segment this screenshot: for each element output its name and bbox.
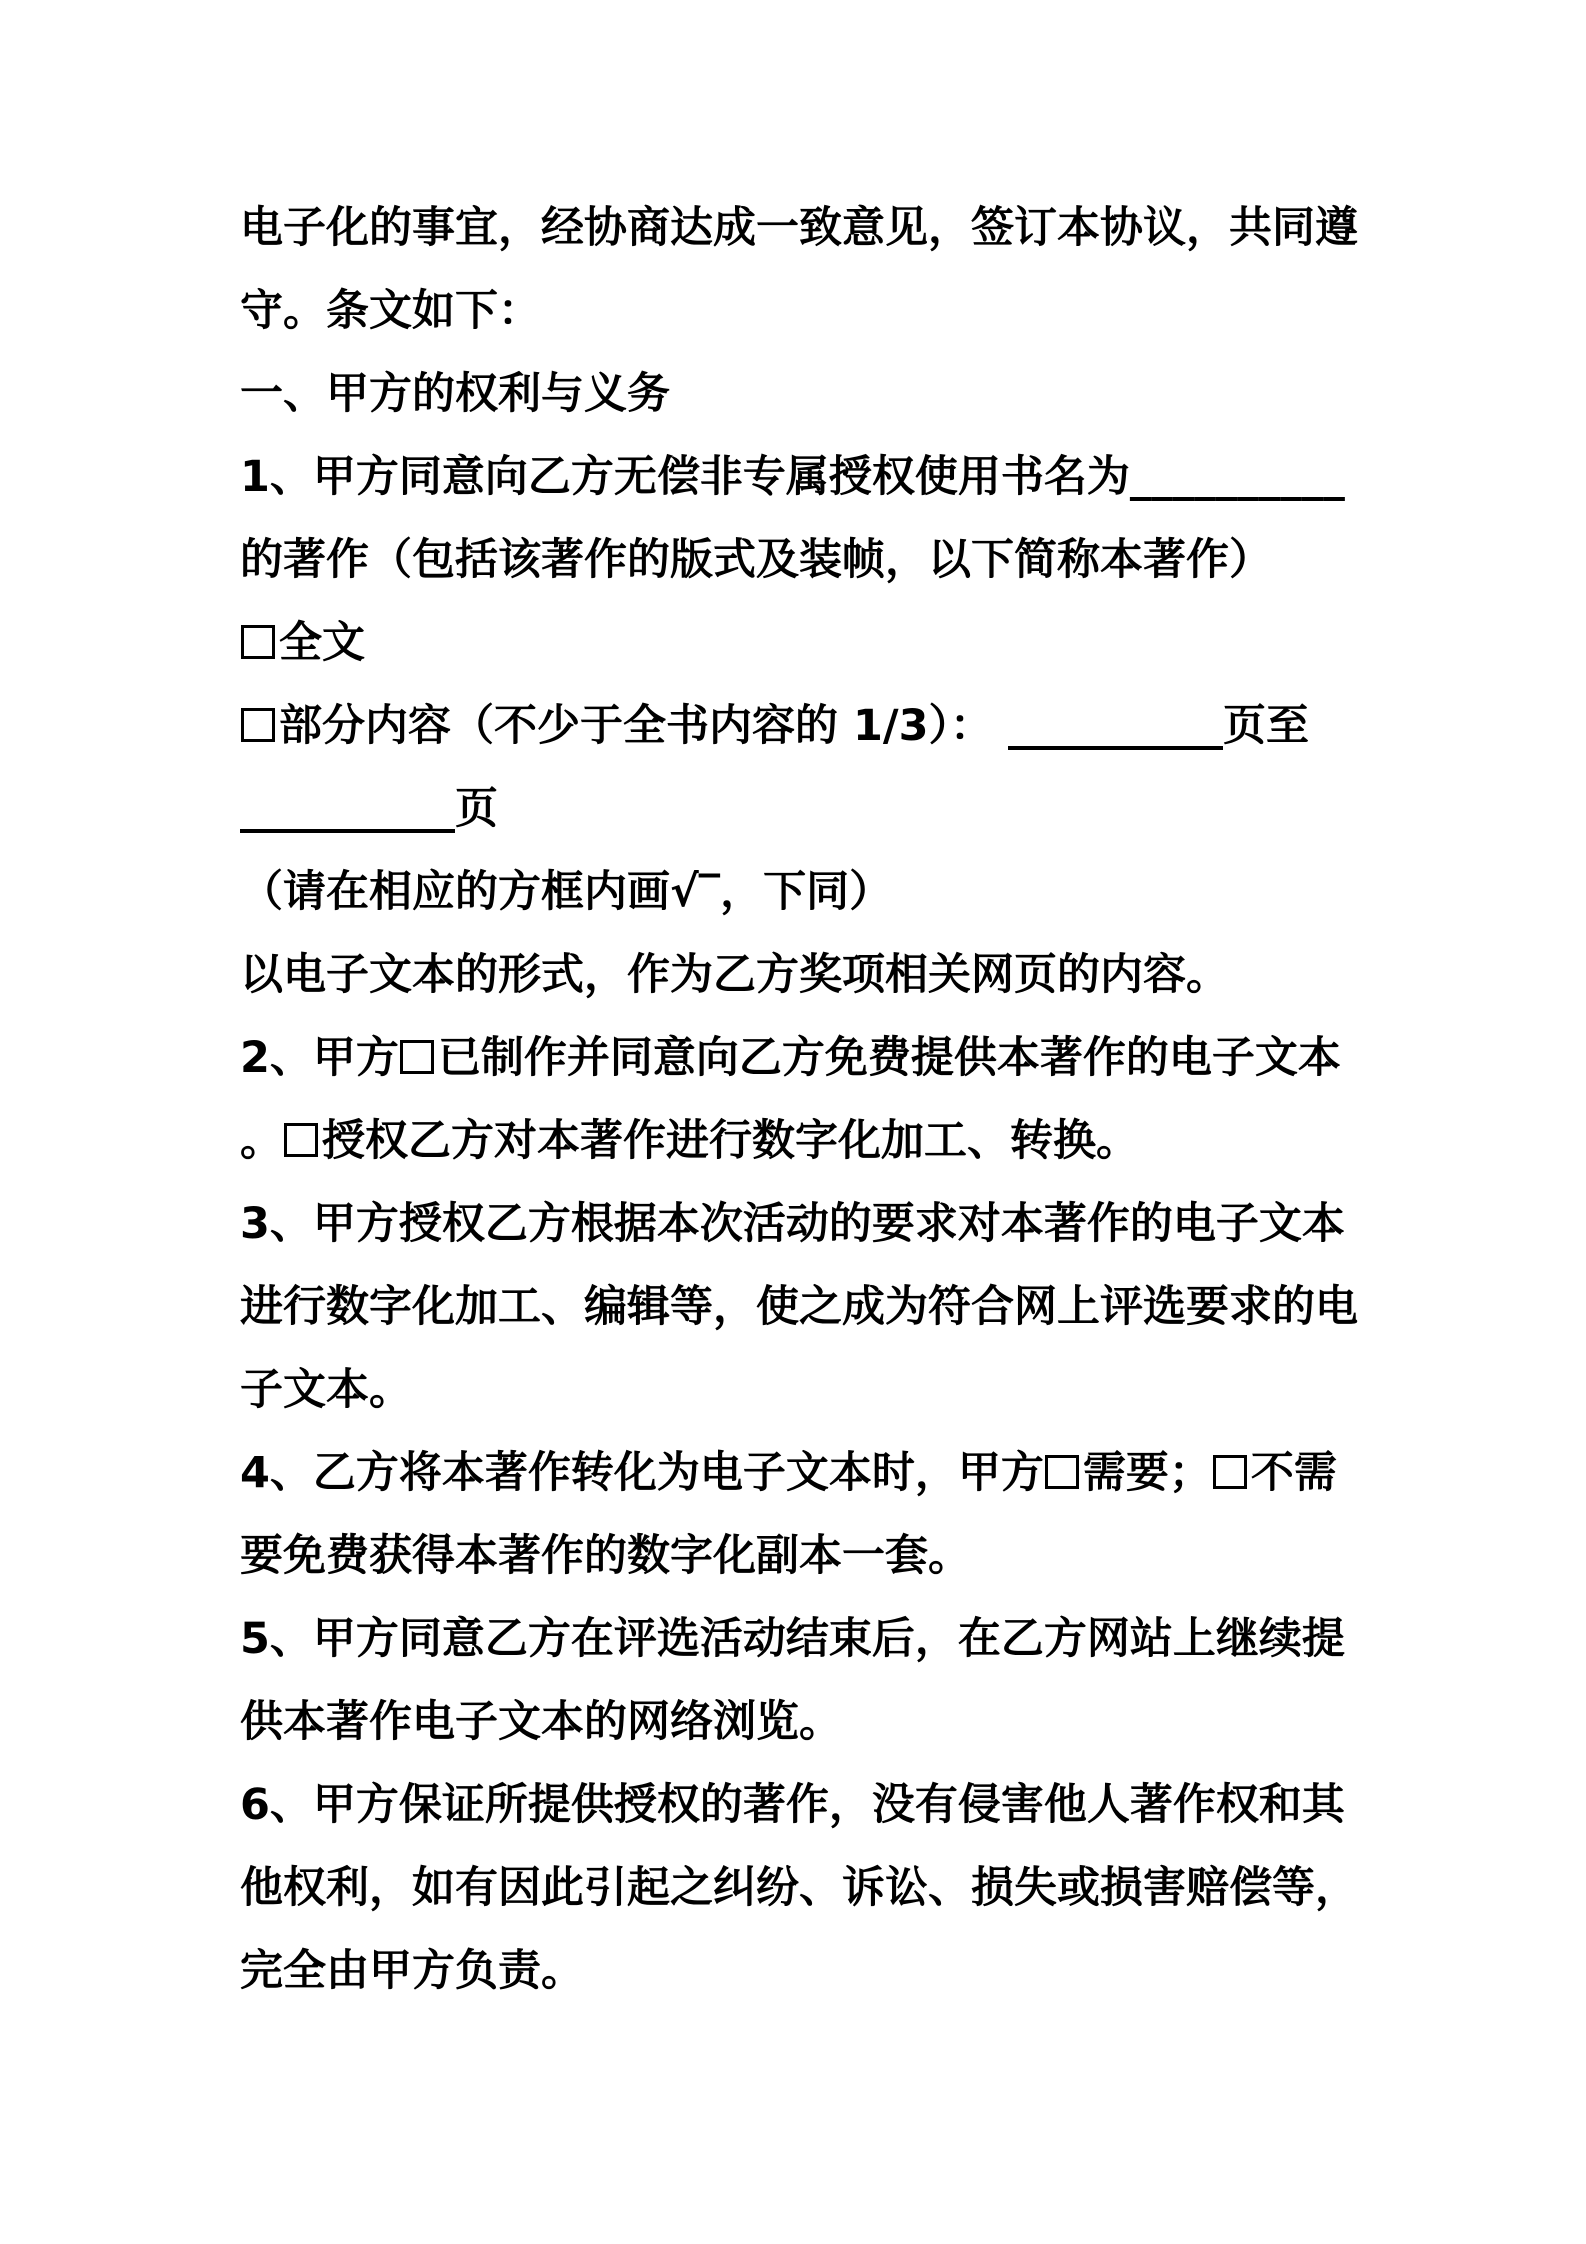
text-line: 以电子文本的形式，作为乙方奖项相关网页的内容。: [240, 950, 1229, 1000]
text-line: 4、乙方将本著作转化为电子文本时，甲方 需要； 不需: [240, 1448, 1337, 1498]
text-line: __________页: [240, 784, 498, 834]
text-line: 全文: [240, 602, 1450, 685]
checkbox-icon: [400, 1040, 434, 1074]
text-line: 一、甲方的权利与义务: [240, 369, 670, 419]
text-line: 守。条文如下：: [240, 286, 541, 336]
text-line: 。 授权乙方对本著作进行数字化加工、转换。: [240, 1116, 1139, 1166]
text-line: 2、甲方 已制作并同意向乙方免费提供本著作的电子文本: [240, 1033, 1341, 1083]
checkbox-icon: [241, 625, 275, 659]
text-line: 部分内容（不少于全书内容的 1/3）： __________页至: [240, 685, 1450, 768]
text-line: 的著作（包括该著作的版式及装帧，以下简称本著作）: [240, 535, 1272, 585]
checkbox-icon: [1045, 1455, 1079, 1489]
text-line: 电子化的事宜，经协商达成一致意见，签订本协议，共同遵: [240, 203, 1358, 253]
text-line: 完全由甲方负责。: [240, 1946, 584, 1996]
text-line: 3、甲方授权乙方根据本次活动的要求对本著作的电子文本: [240, 1199, 1345, 1249]
text-line: 6、甲方保证所提供授权的著作，没有侵害他人著作权和其: [240, 1780, 1345, 1830]
document-body: [240, 187, 1450, 2013]
checkbox-icon: [241, 708, 275, 742]
text-line: 供本著作电子文本的网络浏览。: [240, 1697, 842, 1747]
checkbox-icon: [1213, 1455, 1247, 1489]
checkbox-icon: [284, 1123, 318, 1157]
text-line: 子文本。: [240, 1365, 412, 1415]
text-line: 要免费获得本著作的数字化副本一套。: [240, 1531, 971, 1581]
text-line: （请在相应的方框内画√‾，下同）: [240, 867, 893, 917]
text-line: 5、甲方同意乙方在评选活动结束后，在乙方网站上继续提: [240, 1614, 1345, 1664]
text-line: 1、甲方同意向乙方无偿非专属授权使用书名为__________: [240, 452, 1345, 502]
text-line: 进行数字化加工、编辑等，使之成为符合网上评选要求的电: [240, 1282, 1358, 1332]
text-line: 他权利，如有因此引起之纠纷、诉讼、损失或损害赔偿等，: [240, 1863, 1358, 1913]
